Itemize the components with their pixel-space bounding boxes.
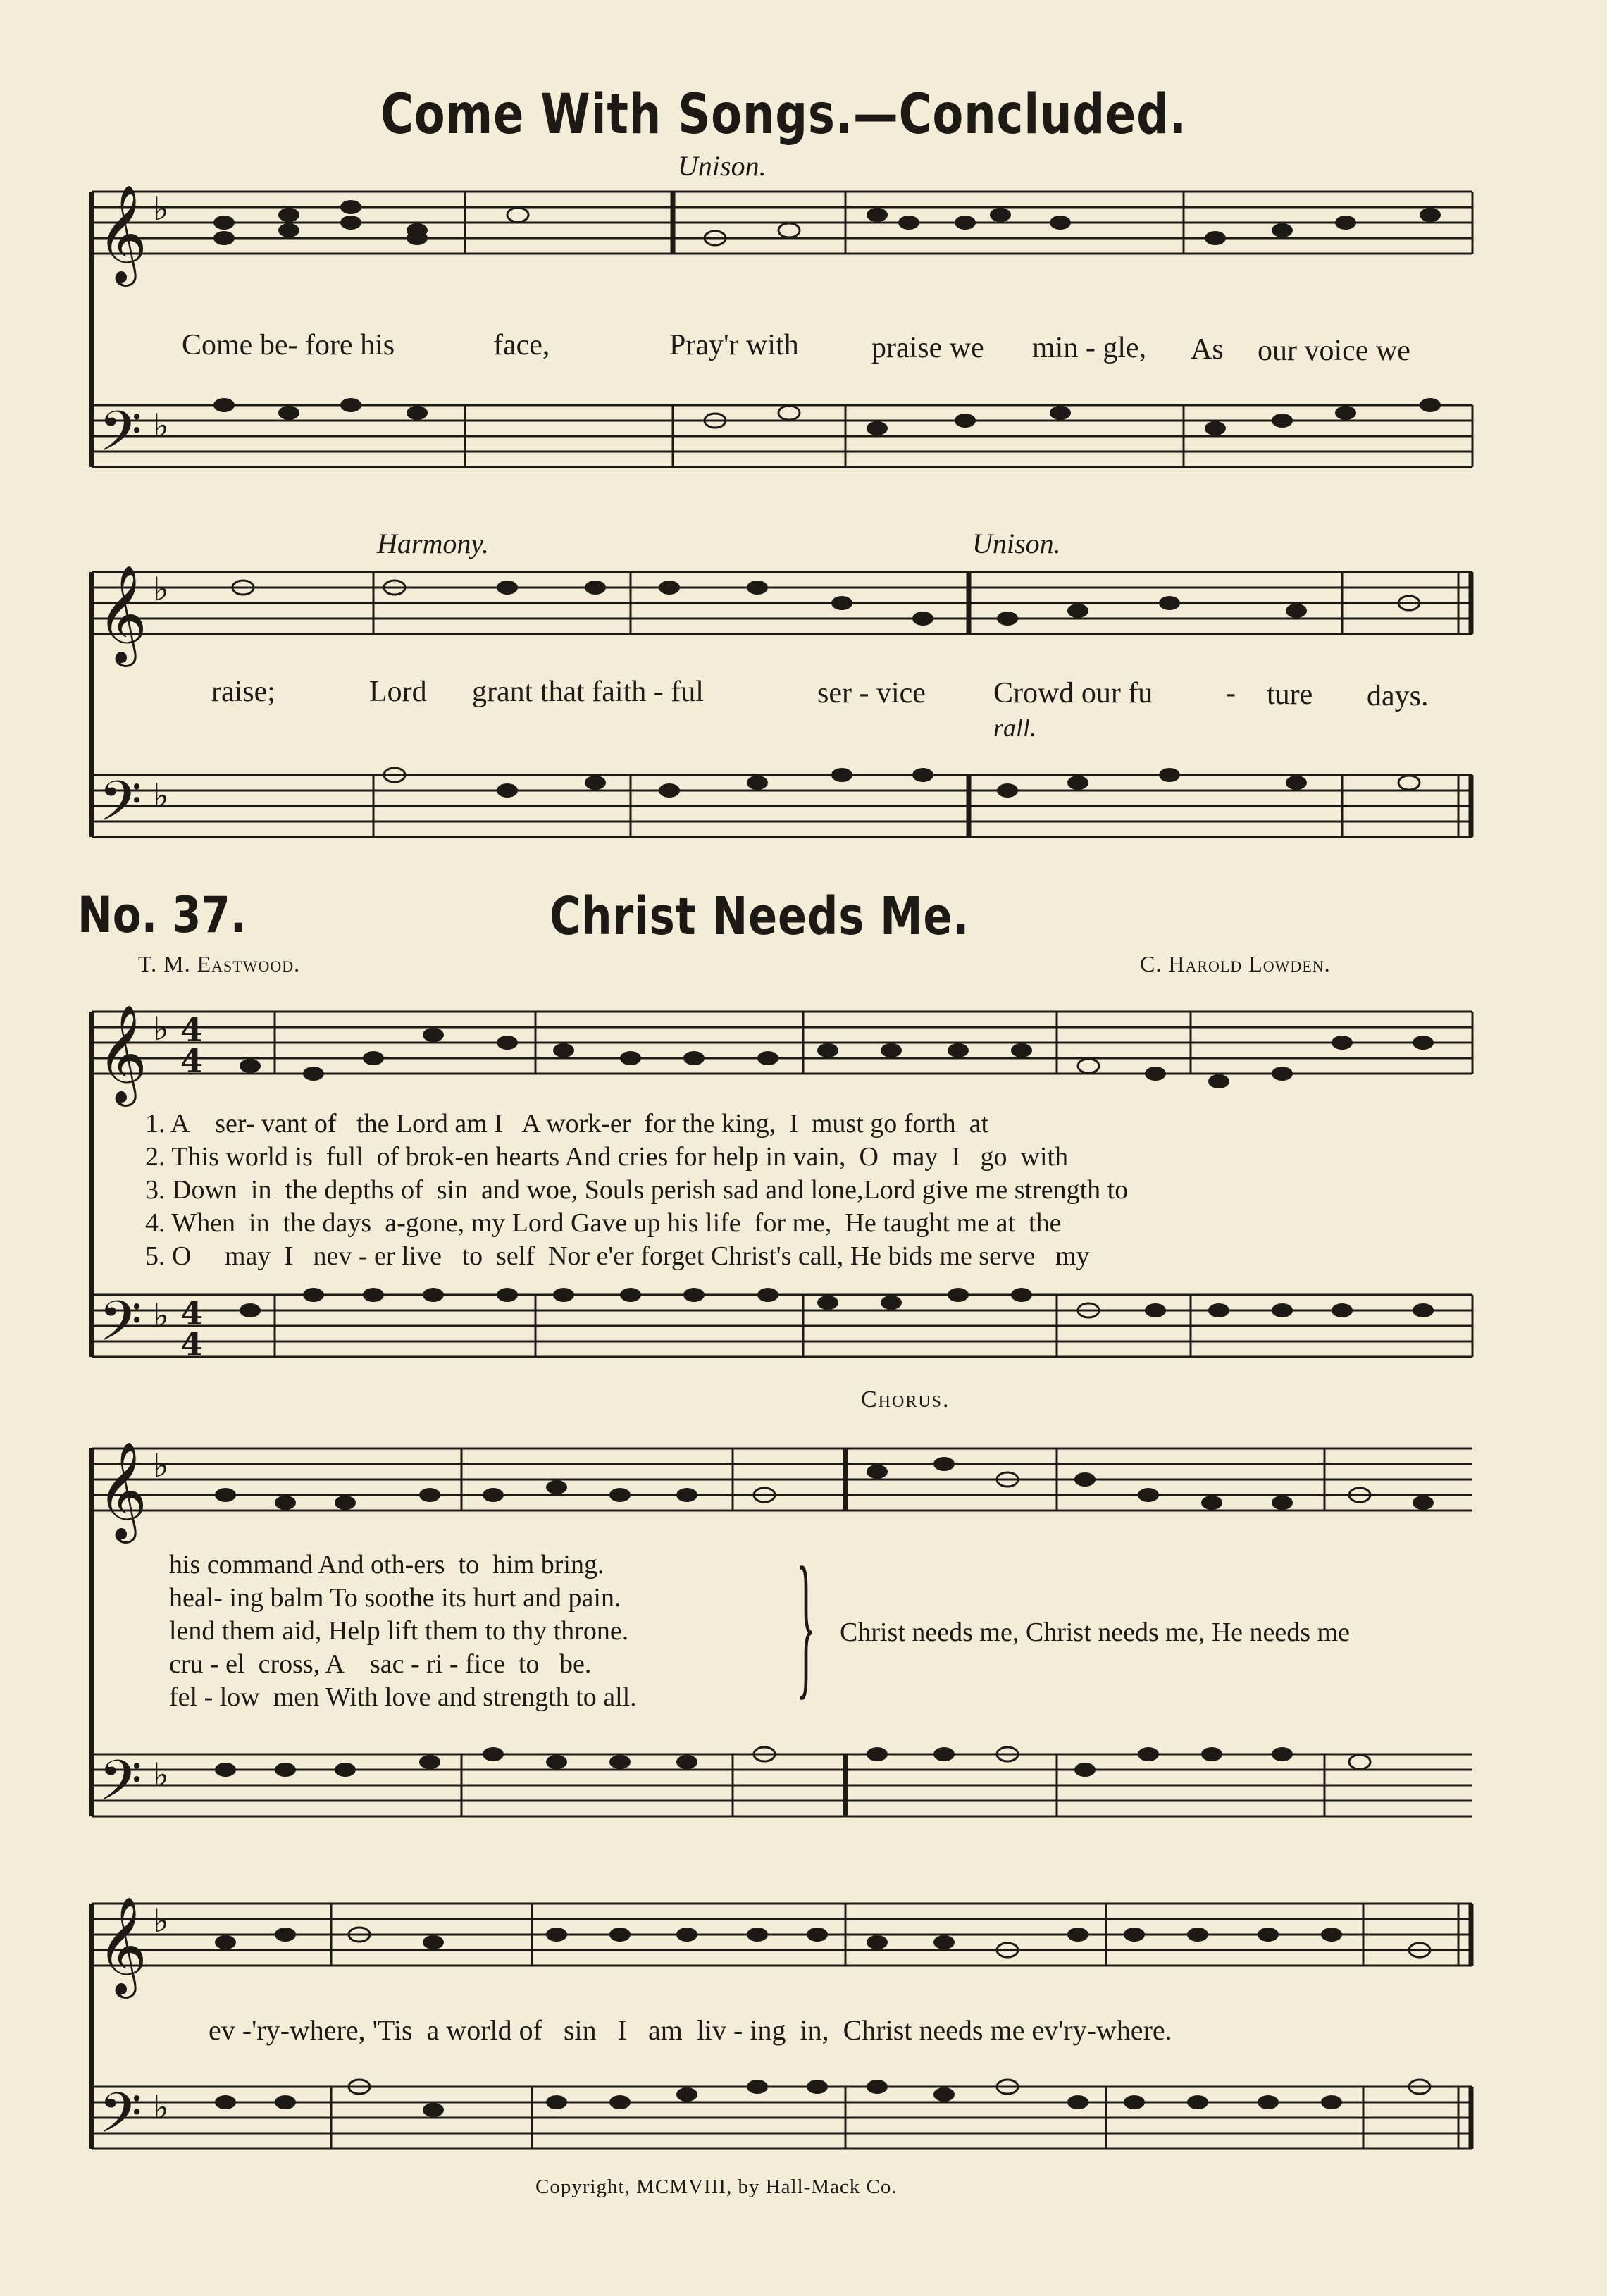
page-title: Come With Songs.—Concluded. xyxy=(380,83,1187,147)
svg-text:𝄞: 𝄞 xyxy=(97,1441,147,1539)
lyricist-credit: T. M. Eastwood. xyxy=(138,951,301,976)
unison-marking-2: Unison. xyxy=(972,528,1061,559)
verse-number: 5. xyxy=(145,1241,166,1271)
svg-text:4: 4 xyxy=(180,1042,204,1080)
svg-text:𝄢: 𝄢 xyxy=(99,769,142,848)
svg-text:𝄢: 𝄢 xyxy=(99,2080,142,2159)
verse-number: 2. xyxy=(145,1142,166,1172)
verse-text: This world is full of brok-en hearts And cries for help in vain, O may I go with xyxy=(171,1142,1069,1172)
hymn-number: No. 37. xyxy=(77,886,247,944)
verse-text: O may I nev - er live to self Nor e'er forget Christ's call, He bids me serve my xyxy=(172,1241,1090,1271)
verse-text: When in the days a-gone, my Lord Gave up his life for me, He taught me at the xyxy=(171,1208,1062,1238)
verse-number: 4. xyxy=(145,1208,166,1238)
lyric-syllable: ture xyxy=(1267,678,1313,711)
svg-text:♭: ♭ xyxy=(154,776,169,814)
verse-text: A ser- vant of the Lord am I A work-er for the king, I must go forth at xyxy=(170,1109,989,1138)
verse-text: Down in the depths of sin and woe, Souls perish sad and lone,Lord give me strength to xyxy=(172,1175,1129,1205)
lyric-syllable: Pray'r with xyxy=(669,329,799,361)
lyric-syllable: Come be- fore his xyxy=(182,329,395,361)
verse-line-2 xyxy=(145,1141,1128,1174)
lyric-syllable: Crowd our fu xyxy=(993,677,1153,709)
verse-bracket: } xyxy=(796,1534,816,1713)
verse-ending: his command And oth-ers to him bring. xyxy=(169,1550,604,1580)
lyric-syllable: Lord xyxy=(369,676,427,708)
verse-line-5 xyxy=(145,1240,1128,1273)
lyric-syllable: grant that faith - ful xyxy=(472,676,704,708)
svg-text:𝄢: 𝄢 xyxy=(99,399,142,478)
svg-text:♭: ♭ xyxy=(154,1296,169,1334)
verse-ending: cru - el cross, A sac - ri - fice to be. xyxy=(169,1649,592,1679)
svg-text:4: 4 xyxy=(180,1011,204,1049)
unison-marking-1: Unison. xyxy=(678,150,767,182)
composer-credit: C. Harold Lowden. xyxy=(1140,951,1331,976)
svg-text:𝄞: 𝄞 xyxy=(97,1005,147,1103)
svg-text:4: 4 xyxy=(180,1325,204,1363)
lyric-syllable: min - gle, xyxy=(1032,332,1147,364)
svg-text:4: 4 xyxy=(180,1294,204,1332)
svg-text:♭: ♭ xyxy=(154,1901,169,1940)
chorus-line-2: ev -'ry-where, 'Tis a world of sin I am liv - ing in, Christ needs me ev'ry-where. xyxy=(209,2014,1172,2046)
hymn-title: Christ Needs Me. xyxy=(550,886,970,947)
lyric-syllable: - xyxy=(1226,677,1236,709)
rall-marking: rall. xyxy=(993,714,1037,742)
svg-text:𝄞: 𝄞 xyxy=(97,185,147,283)
svg-text:♭: ♭ xyxy=(154,1446,169,1484)
svg-text:𝄢: 𝄢 xyxy=(99,1748,142,1827)
music-notation-top xyxy=(0,0,1607,874)
verse-ending: fel - low men With love and strength to all. xyxy=(169,1682,637,1712)
harmony-marking: Harmony. xyxy=(377,528,489,559)
verse-ending: lend them aid, Help lift them to thy throne. xyxy=(169,1616,629,1646)
verse-line-1 xyxy=(145,1107,1128,1141)
lyric-syllable: raise; xyxy=(211,676,275,708)
svg-text:♭: ♭ xyxy=(154,1010,169,1048)
svg-text:𝄞: 𝄞 xyxy=(97,1897,147,1994)
lyric-syllable: praise we xyxy=(871,332,984,364)
chorus-line-1: Christ needs me, Christ needs me, He needs me xyxy=(840,1618,1350,1647)
svg-text:♭: ♭ xyxy=(154,1756,169,1794)
svg-text:♭: ♭ xyxy=(154,2088,169,2126)
lyric-syllable: ser - vice xyxy=(817,677,926,709)
verse-number: 3. xyxy=(145,1175,166,1205)
svg-text:𝄢: 𝄢 xyxy=(99,1289,142,1367)
svg-text:𝄞: 𝄞 xyxy=(97,565,147,663)
lyric-syllable: face, xyxy=(493,329,550,361)
verse-line-3 xyxy=(145,1174,1128,1207)
lyric-syllable: As xyxy=(1191,333,1224,366)
svg-text:♭: ♭ xyxy=(154,570,169,608)
verse-list xyxy=(145,1107,1128,1273)
lyric-syllable: our voice we xyxy=(1258,335,1410,367)
verse-line-4 xyxy=(145,1207,1128,1240)
svg-text:♭: ♭ xyxy=(154,407,169,445)
verse-number: 1. xyxy=(145,1109,166,1138)
copyright-notice: Copyright, MCMVIII, by Hall-Mack Co. xyxy=(535,2176,898,2198)
lyric-syllable: days. xyxy=(1367,680,1429,712)
verse-ending: heal- ing balm To soothe its hurt and pain. xyxy=(169,1583,621,1613)
verse-endings xyxy=(169,1549,637,1714)
chorus-label: Chorus. xyxy=(861,1386,950,1413)
svg-text:♭: ♭ xyxy=(154,190,169,228)
